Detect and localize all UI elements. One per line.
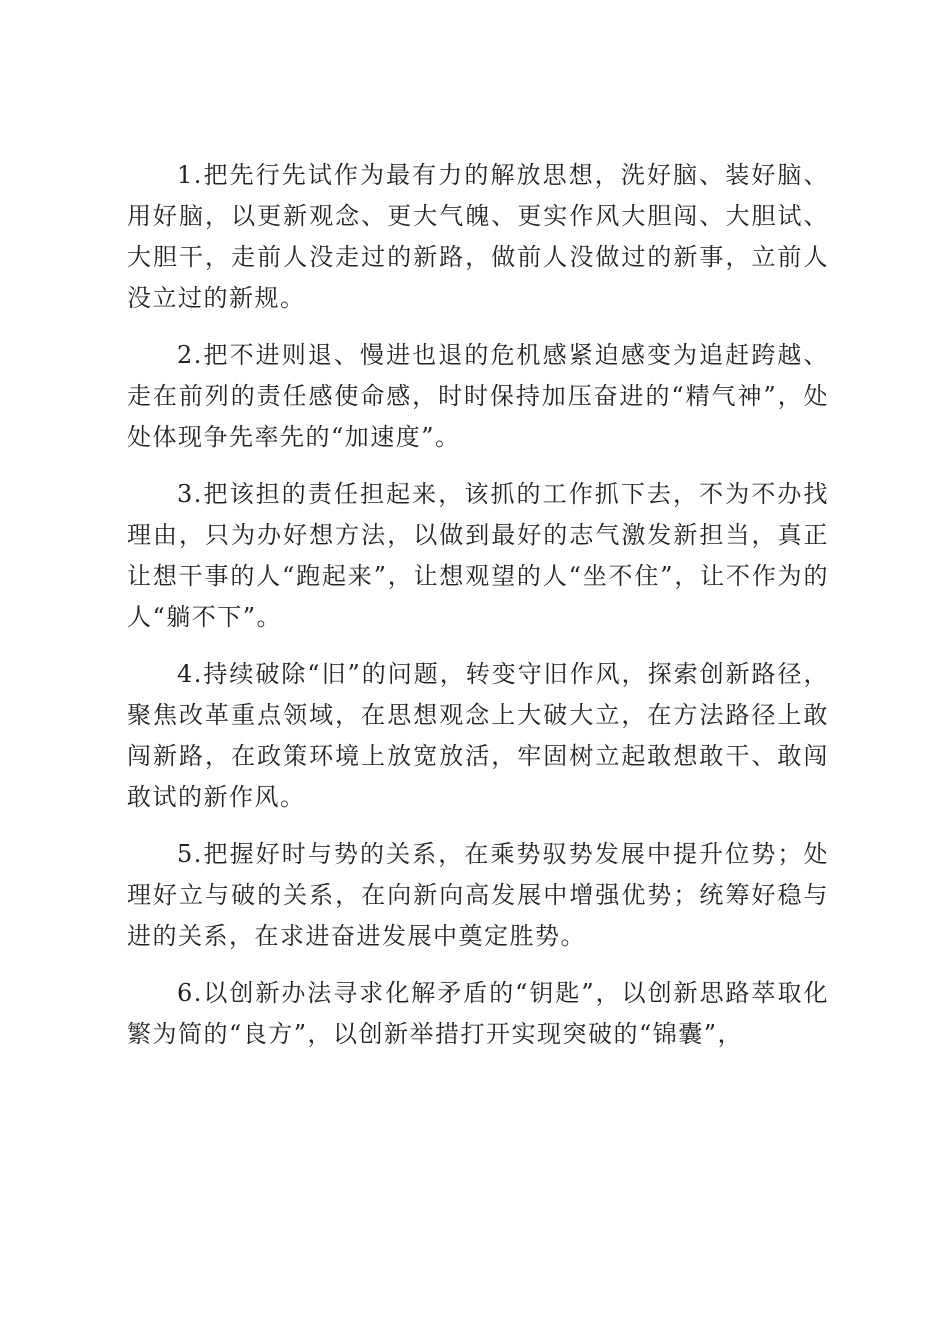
- paragraph-2: 2.把不进则退、慢进也退的危机感紧迫感变为追赶跨越、走在前列的责任感使命感，时时保持加压奋进的“精气神”，处处体现争先率先的“加速度”。: [127, 341, 829, 451]
- paragraph-1: 1.把先行先试作为最有力的解放思想，洗好脑、装好脑、用好脑，以更新观念、更大气魄、更实作风大胆闯、大胆试、大胆干，走前人没走过的新路，做前人没做过的新事，立前人没立过的新规。: [127, 161, 829, 312]
- paragraph-5: 5.把握好时与势的关系，在乘势驭势发展中提升位势；处理好立与破的关系，在向新向高发展中增强优势；统筹好稳与进的关系，在求进奋进发展中奠定胜势。: [127, 840, 829, 950]
- document-body: [127, 155, 829, 1071]
- paragraph-4: 4.持续破除“旧”的问题，转变守旧作风，探索创新路径，聚焦改革重点领域，在思想观念上大破大立，在方法路径上敢闯新路，在政策环境上放宽放活，牢固树立起敢想敢干、敢闯敢试的新作风。: [127, 660, 829, 811]
- paragraph-6: 6.以创新办法寻求化解矛盾的“钥匙”，以创新思路萃取化繁为简的“良方”，以创新举措打开实现突破的“锦囊”，: [127, 979, 829, 1048]
- paragraph-3: 3.把该担的责任担起来，该抓的工作抓下去，不为不办找理由，只为办好想方法，以做到最好的志气激发新担当，真正让想干事的人“跑起来”，让想观望的人“坐不住”，让不作为的人“躺不下”。: [127, 480, 829, 631]
